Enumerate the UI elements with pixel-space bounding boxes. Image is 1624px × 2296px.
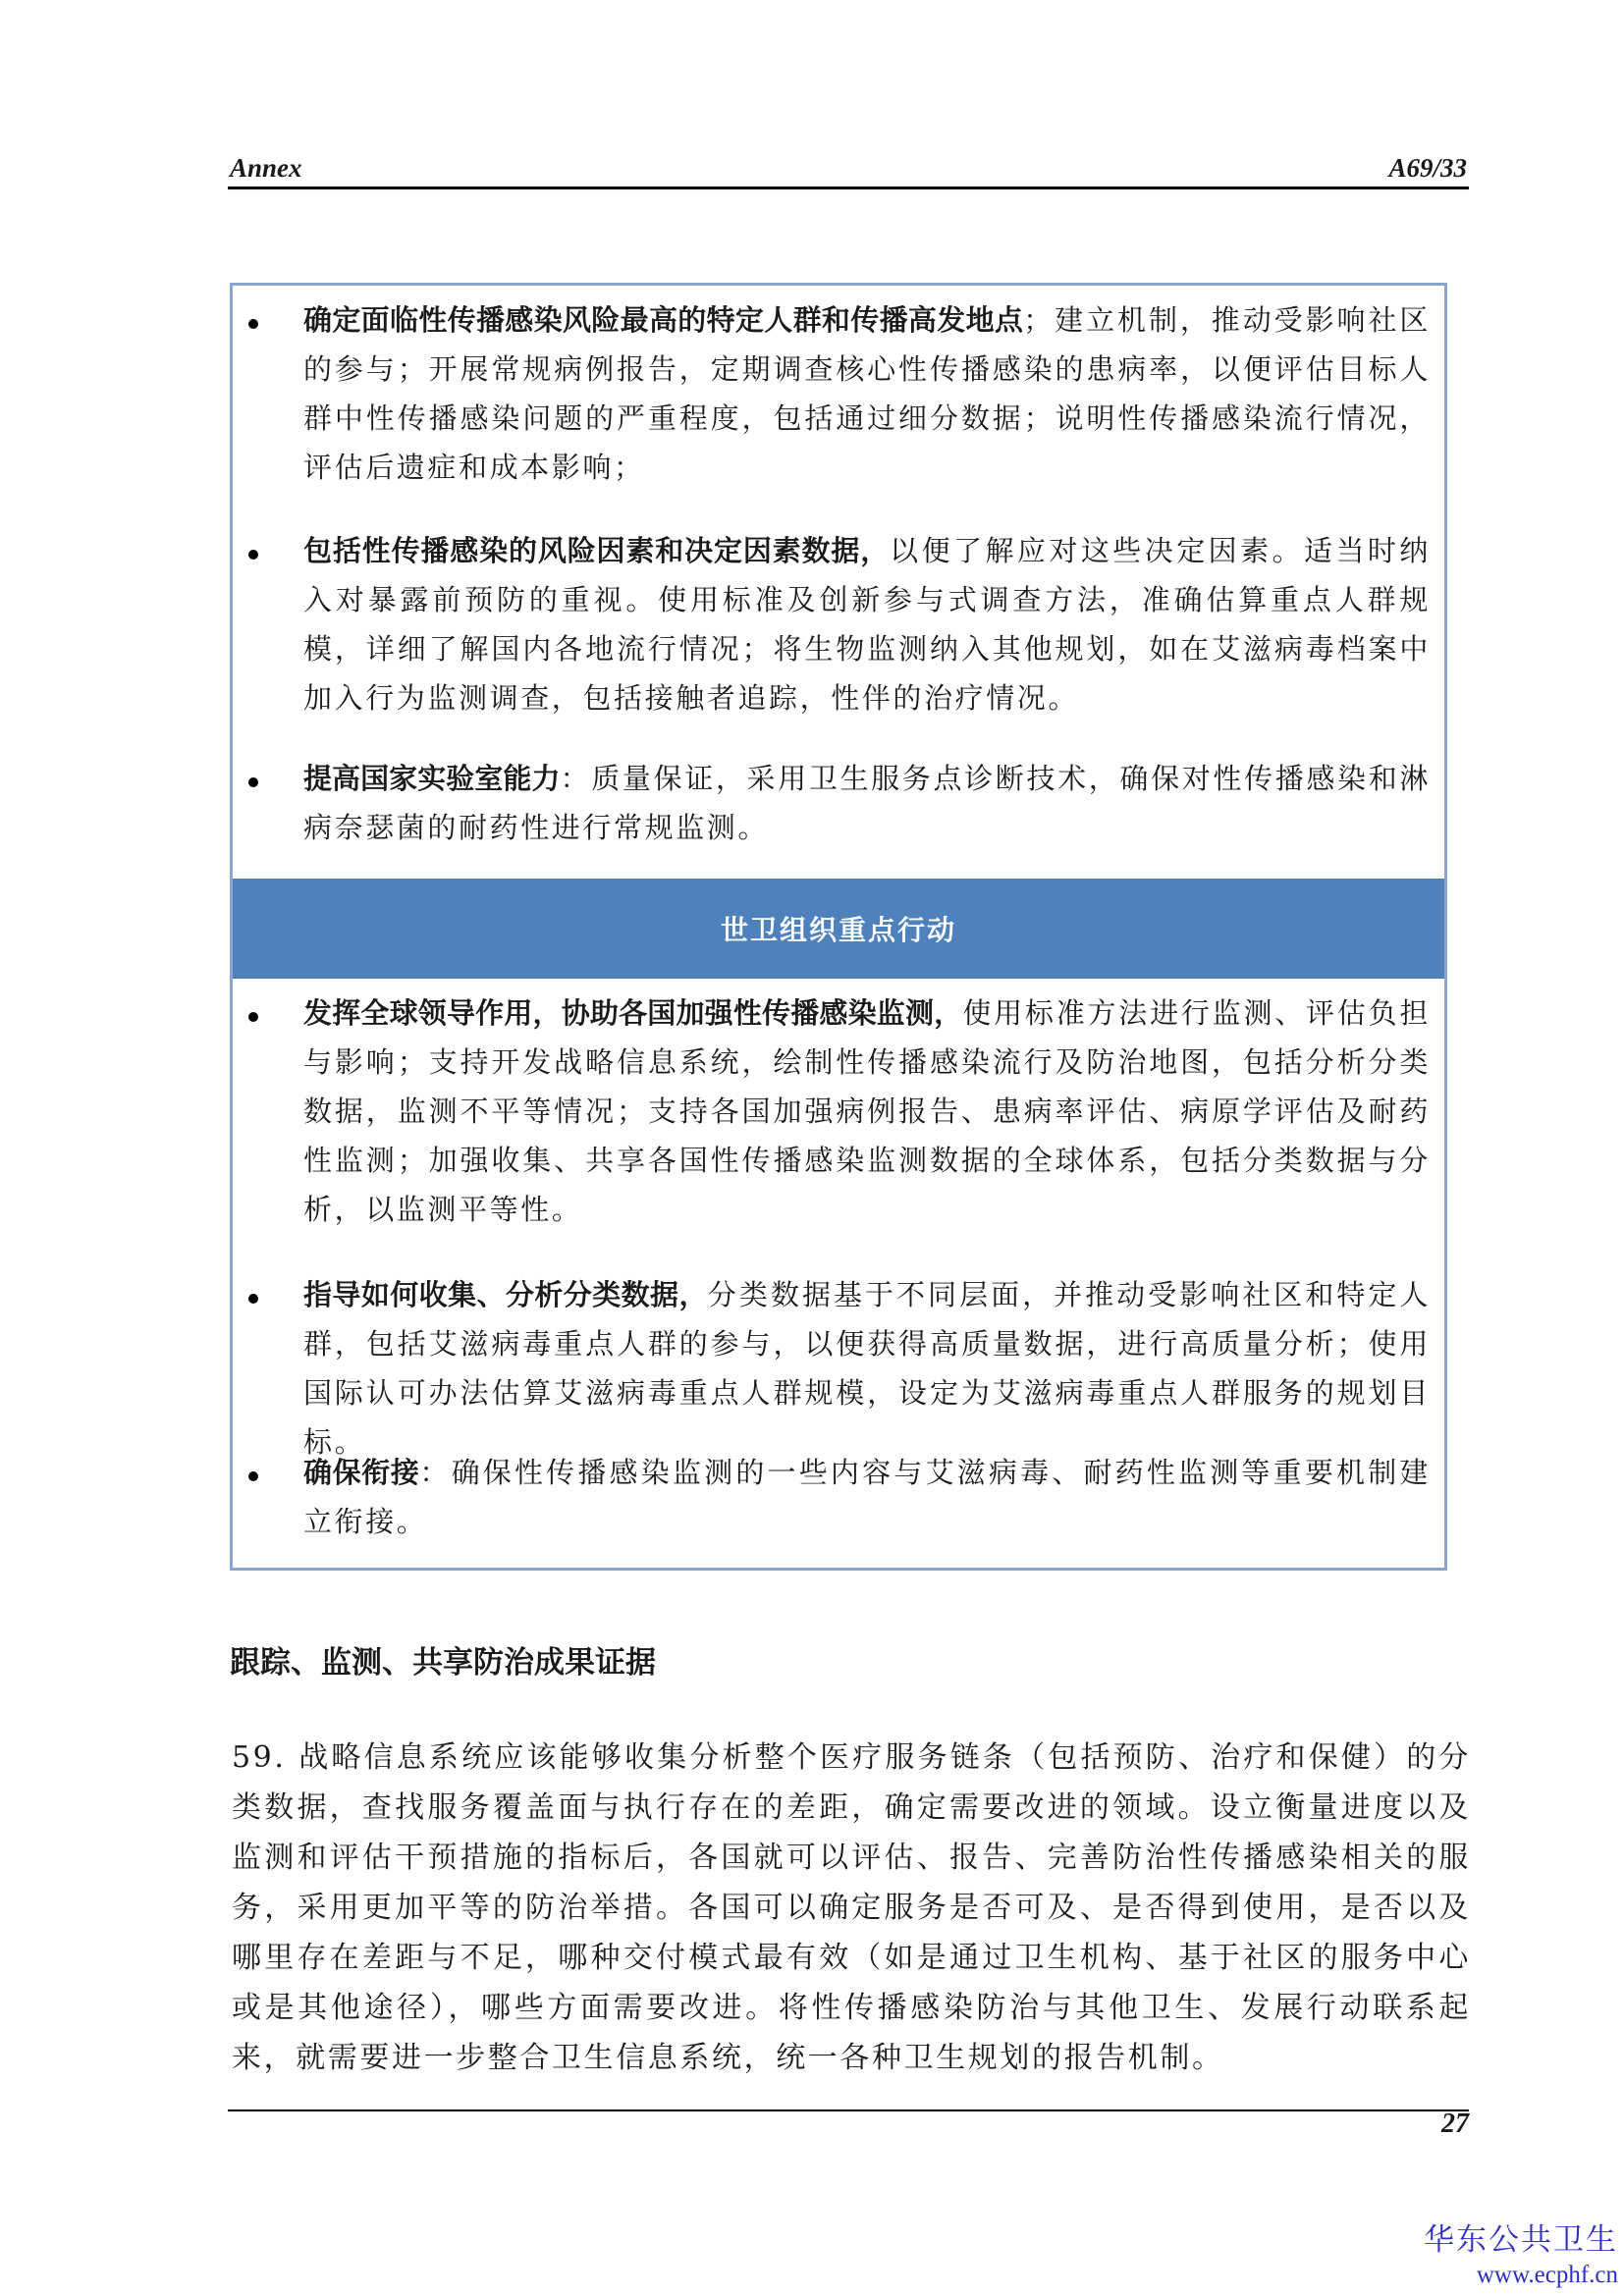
bullet-bold: 提高国家实验室能力 <box>303 762 561 795</box>
bullet-text: ：确保性传播感染监测的一些内容与艾滋病毒、耐药性监测等重要机制建立衔接。 <box>303 1456 1431 1538</box>
bullet-item <box>233 988 1444 1234</box>
bullet-text: ；建立机制，推动受影响社区的参与；开展常规病例报告，定期调查核心性传播感染的患病率，以便评估目标人群中性传播感染问题的严重程度，包括通过细分数据；说明性传播感染流行情况，评估后遗症和成本影响； <box>303 303 1431 484</box>
bullet-item <box>233 295 1444 484</box>
watermark-url: www.ecphf.cn <box>1476 2262 1618 2288</box>
bullet-dot-icon <box>248 319 258 329</box>
bullet-dot-icon <box>248 1471 258 1481</box>
bullet-dot-icon <box>248 777 258 787</box>
bullet-bold: 确定面临性传播感染风险最高的特定人群和传播高发地点 <box>303 303 1024 337</box>
header-annex: Annex <box>230 153 302 183</box>
section-heading: 跟踪、监测、共享防治成果证据 <box>230 1645 656 1681</box>
bullet-text: 使用标准方法进行监测、评估负担与影响；支持开发战略信息系统，绘制性传播感染流行及防治地图，包括分析分类数据，监测不平等情况；支持各国加强病例报告、患病率评估、病原学评估及耐药性监测；加强收集、共享各国性传播感染监测数据的全球体系，包括分类数据与分析，以监测平等性。 <box>303 996 1431 1226</box>
bullet-item <box>233 526 1444 722</box>
page-header <box>228 151 1469 189</box>
header-doc-number: A69/33 <box>1388 153 1467 183</box>
bullet-item <box>233 754 1444 852</box>
bullet-bold: 指导如何收集、分析分类数据， <box>303 1278 708 1311</box>
paragraph-59: 59. 战略信息系统应该能够收集分析整个医疗服务链条（包括预防、治疗和保健）的分类数据，查找服务覆盖面与执行存在的差距，确定需要改进的领域。设立衡量进度以及监测和评估干预措施的指标后，各国就可以评估、报告、完善防治性传播感染相关的服务，采用更加平等的防治举措。各国可以确定服务是否可及、是否得到使用，是否以及哪里存在差距与不足，哪种交付模式最有效（如是通过卫生机构、基于社区的服务中心或是其他途径），哪些方面需要改进。将性传播感染防治与其他卫生、发展行动联系起来，就需要进一步整合卫生信息系统，统一各种卫生规划的报告机制。 <box>232 1740 1471 2075</box>
bullet-text: 分类数据基于不同层面，并推动受影响社区和特定人群，包括艾滋病毒重点人群的参与，以便获得高质量数据，进行高质量分析；使用国际认可办法估算艾滋病毒重点人群规模，设定为艾滋病毒重点人群服务的规划目标。 <box>303 1278 1431 1459</box>
bullet-dot-icon <box>248 1294 258 1304</box>
bullet-bold: 包括性传播感染的风险因素和决定因素数据， <box>303 534 891 567</box>
watermark <box>1424 2220 1618 2291</box>
watermark-name: 华东公共卫生 <box>1424 2222 1618 2258</box>
bullet-text: 以便了解应对这些决定因素。适当时纳入对暴露前预防的重视。使用标准及创新参与式调查方法，准确估算重点人群规模，详细了解国内各地流行情况；将生物监测纳入其他规划，如在艾滋病毒档案中加入行为监测调查，包括接触者追踪，性伴的治疗情况。 <box>303 534 1431 715</box>
bullet-dot-icon <box>248 550 258 560</box>
bullet-bold: 确保衔接 <box>303 1456 420 1489</box>
bullet-bold: 发挥全球领导作用，协助各国加强性传播感染监测， <box>303 996 963 1030</box>
bullet-dot-icon <box>248 1012 258 1022</box>
bullet-text: ：质量保证，采用卫生服务点诊断技术，确保对性传播感染和淋病奈瑟菌的耐药性进行常规监测。 <box>303 762 1431 844</box>
bullet-item <box>233 1270 1444 1459</box>
bullet-item <box>233 1448 1444 1546</box>
page-number: 27 <box>1441 2109 1469 2139</box>
who-actions-band: 世卫组织重点行动 <box>233 879 1444 979</box>
footer-divider <box>228 2109 1469 2111</box>
action-box <box>230 283 1447 1571</box>
